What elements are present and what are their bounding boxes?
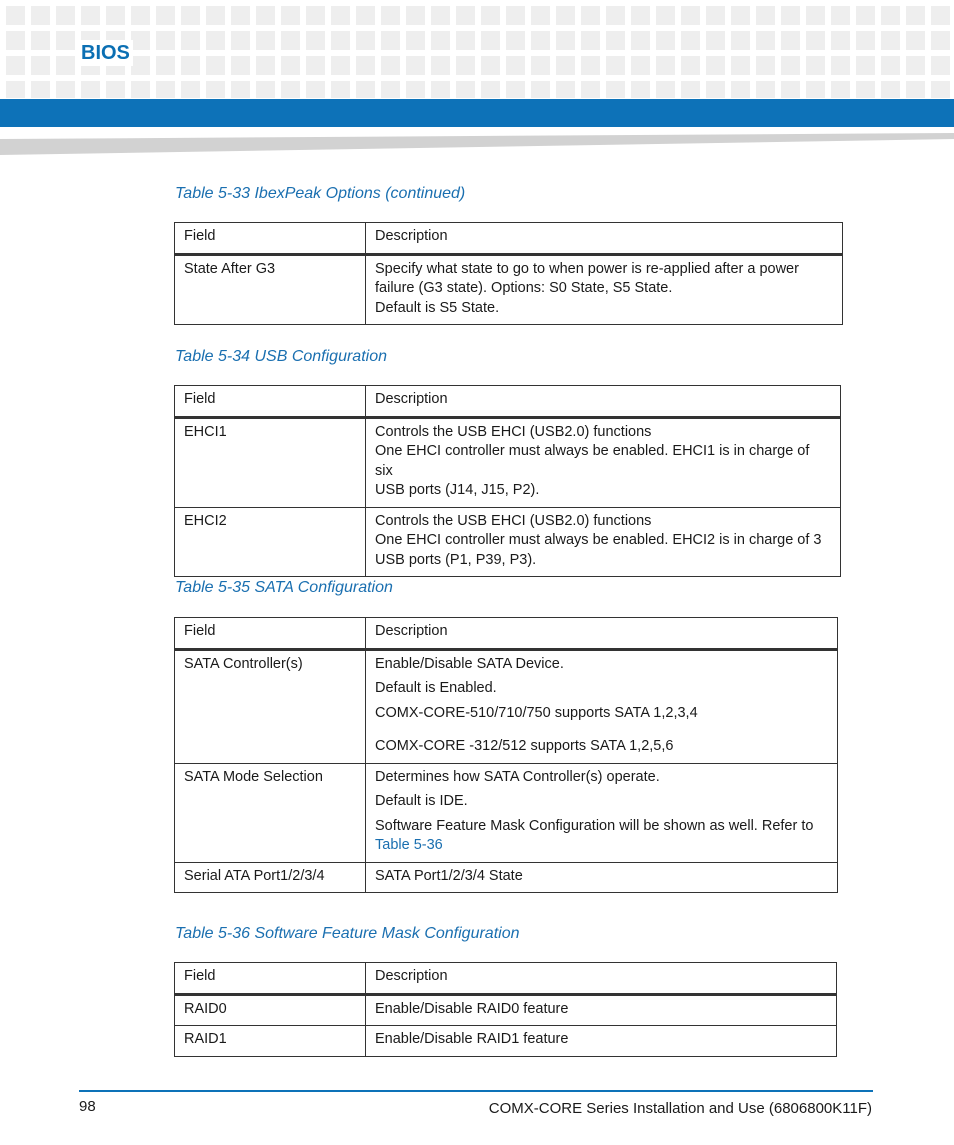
description-line: One EHCI controller must always be enabled. EHCI1 is in charge of six [375, 443, 810, 479]
footer-rule [79, 1090, 873, 1092]
field-cell: State After G3 [175, 254, 366, 325]
table-reference-link[interactable]: Table 5-36 [375, 837, 443, 853]
description-line: Enable/Disable RAID1 feature [375, 1031, 569, 1047]
description-cell [366, 763, 838, 862]
description-line: COMX-CORE -312/512 supports SATA 1,2,5,6 [375, 738, 674, 754]
description-line: Determines how SATA Controller(s) operate. [375, 768, 660, 785]
table-caption: Table 5-33 IbexPeak Options (continued) [175, 185, 466, 202]
description-line: Default is Enabled. [375, 680, 497, 696]
table-row [175, 417, 841, 507]
table-row [175, 862, 838, 893]
column-header-field: Field [175, 223, 366, 255]
table-row [175, 254, 843, 325]
column-header-description: Description [366, 618, 838, 650]
table-sata-configuration [174, 617, 838, 893]
header-gray-swoosh [0, 133, 954, 163]
description-line: Default is S5 State. [375, 299, 500, 316]
page-number: 98 [79, 1098, 96, 1115]
description-line: Enable/Disable SATA Device. [375, 655, 564, 672]
description-cell [366, 507, 841, 577]
column-header-description: Description [366, 386, 841, 418]
description-line: Enable/Disable RAID0 feature [375, 1000, 569, 1017]
description-cell [366, 1026, 837, 1057]
description-line: COMX-CORE-510/710/750 supports SATA 1,2,3,4 [375, 704, 698, 721]
table-row [175, 763, 838, 862]
description-line: Default is IDE. [375, 793, 468, 809]
table-row [175, 649, 838, 763]
field-cell: RAID0 [175, 994, 366, 1026]
column-header-description: Description [366, 963, 837, 995]
description-cell [366, 417, 841, 507]
table-usb-configuration [174, 385, 841, 577]
description-cell [366, 649, 838, 763]
column-header-description: Description [366, 223, 843, 255]
description-line: Controls the USB EHCI (USB2.0) functions [375, 423, 652, 440]
page-section-title: BIOS [78, 40, 133, 66]
table-ibexpeak-options [174, 222, 843, 325]
description-line: Software Feature Mask Configuration will be shown as well. Refer to [375, 817, 814, 834]
field-cell: SATA Mode Selection [175, 763, 366, 862]
description-cell [366, 862, 838, 893]
table-row [175, 1026, 837, 1057]
description-line: USB ports (P1, P39, P3). [375, 551, 537, 568]
header-pattern [0, 0, 954, 98]
description-cell [366, 254, 843, 325]
description-line: SATA Port1/2/3/4 State [375, 867, 523, 884]
description-line: Specify what state to go to when power is re-applied after a power [375, 260, 799, 277]
description-line: USB ports (J14, J15, P2). [375, 482, 540, 498]
column-header-field: Field [175, 963, 366, 995]
column-header-field: Field [175, 386, 366, 418]
field-cell: RAID1 [175, 1026, 366, 1057]
description-line: failure (G3 state). Options: S0 State, S5 State. [375, 280, 673, 296]
field-cell: Serial ATA Port1/2/3/4 [175, 862, 366, 893]
table-caption: Table 5-35 SATA Configuration [175, 579, 393, 596]
table-caption: Table 5-34 USB Configuration [175, 348, 387, 365]
table-software-feature-mask [174, 962, 837, 1057]
description-line: Controls the USB EHCI (USB2.0) functions [375, 512, 652, 529]
table-row [175, 507, 841, 577]
column-header-field: Field [175, 618, 366, 650]
field-cell: EHCI2 [175, 507, 366, 577]
table-row [175, 994, 837, 1026]
document-title: COMX-CORE Series Installation and Use (6806800K11F) [488, 1100, 872, 1117]
field-cell: SATA Controller(s) [175, 649, 366, 763]
description-cell [366, 994, 837, 1026]
header-blue-band [0, 99, 954, 127]
field-cell: EHCI1 [175, 417, 366, 507]
description-line: One EHCI controller must always be enabled. EHCI2 is in charge of 3 [375, 532, 822, 548]
table-caption: Table 5-36 Software Feature Mask Configuration [175, 925, 520, 942]
